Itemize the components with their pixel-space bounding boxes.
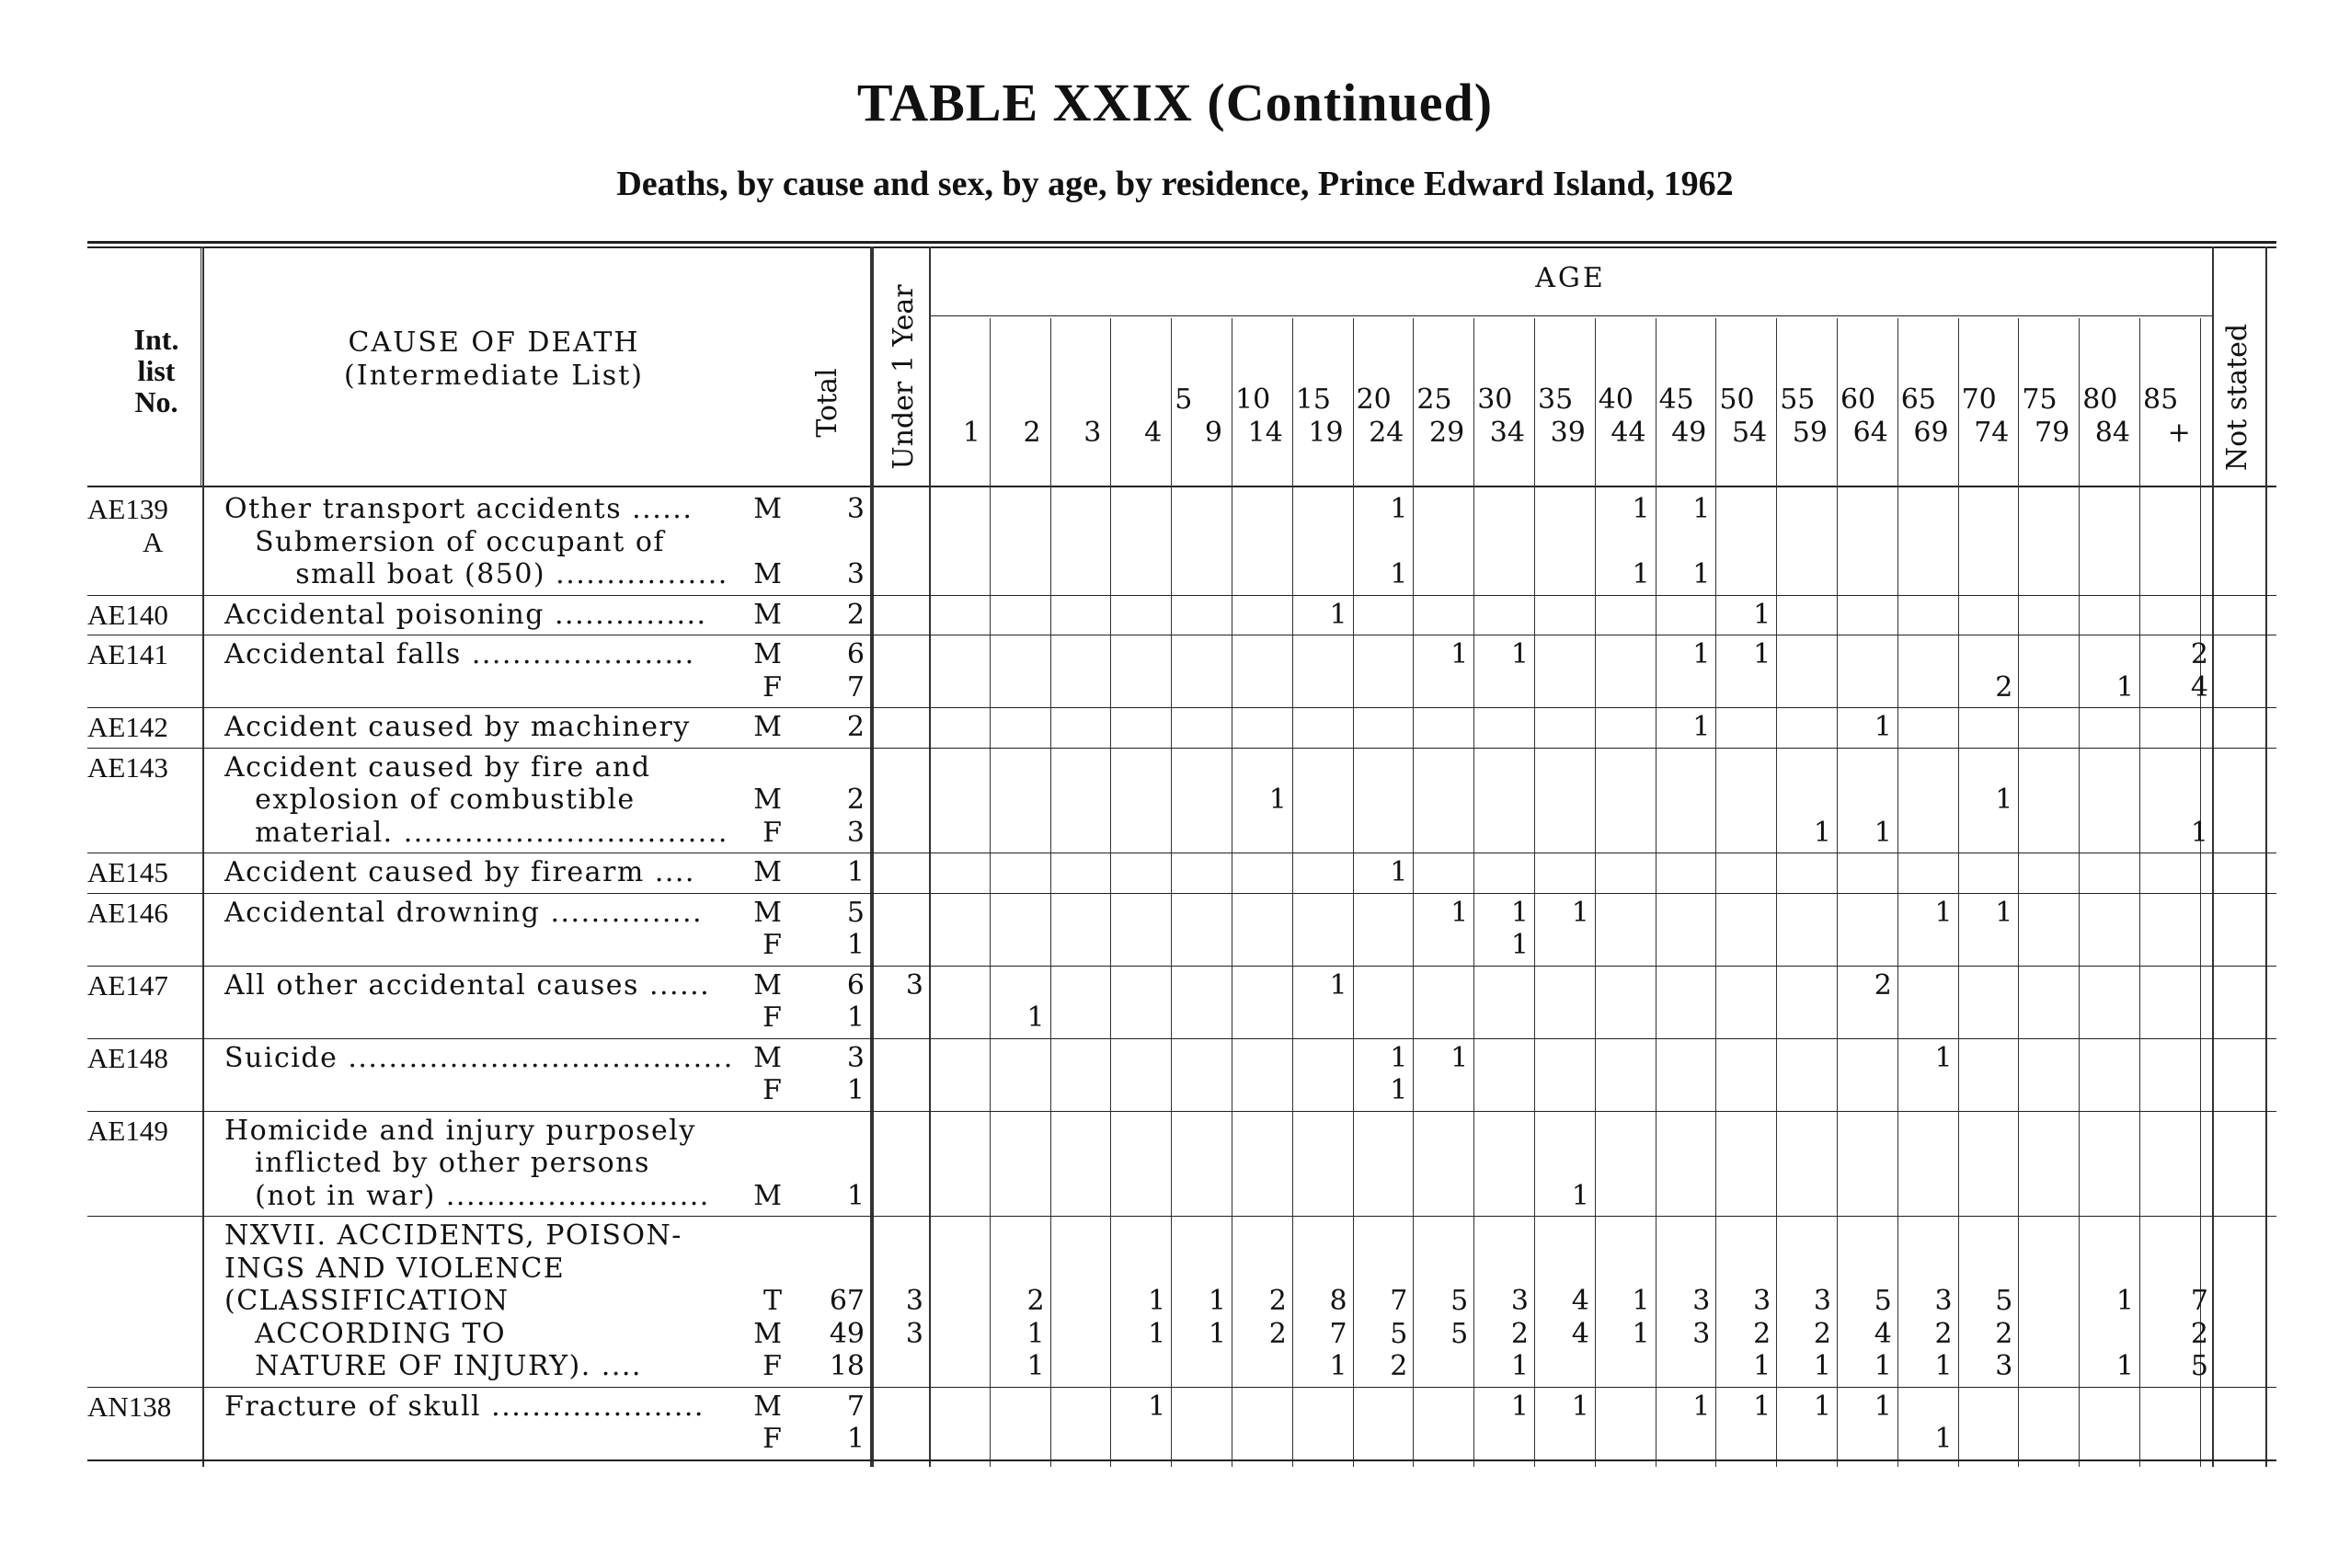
table-cell: 2 (1934, 1317, 1953, 1350)
table-cell: 1 (1753, 638, 1771, 670)
table-cell: 1 (1934, 1041, 1953, 1074)
header-under-1-year: Under 1 Year (888, 284, 920, 470)
age-col-header-to: 44 (1611, 417, 1646, 449)
table-cell: 1 (1510, 929, 1529, 961)
age-col-header-from: 25 (1416, 383, 1452, 416)
row-sex: F (762, 1001, 782, 1034)
table-cell: 1 (2190, 816, 2208, 849)
row-cause: small boat (850) ................. (224, 558, 728, 590)
table-cell: 1 (1510, 1350, 1529, 1382)
table-cell: 3 (1692, 1317, 1711, 1350)
table-cell: 2 (1753, 1317, 1771, 1350)
row-cause: NATURE OF INJURY). .... (224, 1350, 642, 1382)
table-cell: 1 (1632, 493, 1650, 525)
table-cell: 3 (846, 493, 865, 525)
row-code: AE147 (87, 968, 168, 1001)
row-sex: M (753, 638, 782, 670)
row-cause: INGS AND VIOLENCE (224, 1252, 566, 1285)
table-cell: 1 (1026, 1001, 1045, 1034)
table-top-rule-2 (87, 246, 2276, 248)
age-col-header-to: 3 (1083, 417, 1102, 449)
table-cell: 1 (1329, 968, 1347, 1001)
table-cell: 1 (846, 1423, 865, 1455)
table-cell: 1 (1632, 1317, 1650, 1350)
age-col-header-from: 20 (1356, 383, 1392, 416)
age-col-header-from: 75 (2022, 383, 2058, 416)
table-cell: 1 (1390, 1074, 1408, 1106)
row-sex: M (753, 1317, 782, 1350)
row-sex: M (753, 493, 782, 525)
table-cell: 1 (1510, 1390, 1529, 1423)
row-cause: Accident caused by machinery (224, 711, 691, 743)
table-cell: 4 (2190, 670, 2208, 704)
row-cause: ACCORDING TO (224, 1317, 507, 1350)
table-cell: 3 (1753, 1285, 1771, 1317)
table-cell: 18 (829, 1350, 865, 1382)
table-cell: 1 (1450, 1041, 1469, 1074)
row-rule (87, 707, 2276, 708)
row-rule (87, 1387, 2276, 1388)
table-cell: 1 (1450, 896, 1469, 929)
row-sex: M (753, 1041, 782, 1074)
table-cell: 5 (1390, 1317, 1408, 1350)
table-cell: 1 (1571, 896, 1589, 929)
table-cell: 2 (846, 711, 865, 743)
table-cell: 1 (1874, 1350, 1892, 1382)
table-cell: 1 (1692, 558, 1711, 590)
age-col-header-from: 55 (1780, 383, 1816, 416)
age-col-header-to: 54 (1732, 417, 1768, 449)
row-cause: Accidental drowning ............... (224, 896, 704, 929)
row-code: AE148 (87, 1041, 168, 1074)
row-rule (87, 893, 2276, 894)
row-sex: F (762, 1423, 782, 1455)
table-cell: 2 (846, 598, 865, 631)
table-cell: 1 (1692, 638, 1711, 670)
row-cause: Accident caused by firearm .... (224, 856, 695, 888)
row-sex: M (753, 711, 782, 743)
table-cell: 4 (1571, 1285, 1589, 1317)
table-cell: 1 (1874, 1390, 1892, 1423)
row-sex: F (762, 929, 782, 961)
table-cell: 67 (829, 1285, 865, 1317)
table-cell: 1 (1692, 493, 1711, 525)
table-cell: 2 (1026, 1285, 1045, 1317)
table-cell: 1 (1813, 1350, 1831, 1382)
age-col-header-to: 29 (1429, 417, 1465, 449)
table-cell: 8 (1329, 1285, 1347, 1317)
table-cell: 1 (1632, 558, 1650, 590)
row-sex: M (753, 968, 782, 1001)
table-cell: 2 (1268, 1317, 1287, 1350)
row-rule (87, 595, 2276, 596)
table-cell: 1 (1510, 638, 1529, 670)
age-col-header-from: 10 (1235, 383, 1271, 416)
table-cell: 1 (1934, 896, 1953, 929)
table-cell: 3 (846, 558, 865, 590)
age-col-header-to: 34 (1489, 417, 1525, 449)
table-cell: 1 (846, 1074, 865, 1106)
header-total: Total (811, 368, 843, 438)
table-cell: 1 (1813, 1390, 1831, 1423)
row-sex: M (753, 598, 782, 631)
column-rule (202, 246, 204, 1467)
row-sex: F (762, 816, 782, 849)
row-cause: Homicide and injury purposely (224, 1114, 696, 1147)
column-rule (929, 246, 931, 1467)
table-cell: 1 (1995, 784, 2013, 816)
table-cell: 2 (1995, 1317, 2013, 1350)
table-cell: 2 (846, 784, 865, 816)
table-cell: 1 (1208, 1285, 1226, 1317)
table-cell: 2 (1995, 670, 2013, 704)
table-cell: 5 (1450, 1317, 1469, 1350)
row-cause: Submersion of occupant of (224, 525, 665, 558)
table-cell: 1 (1148, 1390, 1166, 1423)
header-int-list: No. (134, 385, 178, 418)
row-cause: Other transport accidents ...... (224, 493, 694, 525)
table-cell: 1 (2115, 1350, 2134, 1382)
row-rule (87, 1459, 2276, 1461)
table-cell: 1 (1934, 1350, 1953, 1382)
age-col-header-to: 84 (2094, 417, 2130, 449)
age-col-header-to: 39 (1550, 417, 1586, 449)
table-cell: 2 (1390, 1350, 1408, 1382)
table-cell: 3 (846, 1041, 865, 1074)
row-sex: M (753, 1179, 782, 1212)
row-code: AE149 (87, 1114, 168, 1147)
table-cell: 1 (846, 929, 865, 961)
table-cell: 7 (1390, 1285, 1408, 1317)
table-cell: 5 (1874, 1285, 1892, 1317)
table-cell: 2 (2190, 1317, 2208, 1350)
table-cell: 1 (1995, 896, 2013, 929)
age-col-header-to: 1 (962, 417, 980, 449)
table-cell: 1 (1632, 1285, 1650, 1317)
table-cell: 1 (2115, 1285, 2134, 1317)
table-top-rule (87, 241, 2276, 244)
age-col-header-from: 35 (1538, 383, 1574, 416)
table-cell: 1 (1571, 1390, 1589, 1423)
row-sex: F (762, 1350, 782, 1382)
page-title: TABLE XXIX (Continued) (856, 73, 1494, 132)
table-cell: 5 (846, 896, 865, 929)
age-col-header-from: 15 (1295, 383, 1331, 416)
table-cell: 1 (1813, 816, 1831, 849)
age-col-header-from: 50 (1719, 383, 1755, 416)
table-cell: 5 (2190, 1350, 2208, 1382)
age-col-header-to: + (2167, 417, 2191, 449)
row-rule (87, 748, 2276, 749)
age-col-header-from: 5 (1175, 383, 1193, 416)
table-cell: 7 (2190, 1285, 2208, 1317)
table-cell: 1 (1148, 1285, 1166, 1317)
age-col-header-from: 80 (2082, 383, 2118, 416)
table-cell: 1 (1571, 1179, 1589, 1212)
row-cause: material. ................................ (224, 816, 728, 849)
age-col-header-to: 64 (1852, 417, 1888, 449)
table-cell: 1 (1753, 598, 1771, 631)
age-col-header-to: 49 (1671, 417, 1707, 449)
table-cell: 7 (1329, 1317, 1347, 1350)
age-col-header-from: 70 (1961, 383, 1997, 416)
table-cell: 2 (1874, 968, 1892, 1001)
age-col-header-from: 65 (1900, 383, 1936, 416)
row-sex: F (762, 670, 782, 704)
table-cell: 7 (846, 670, 865, 704)
table-cell: 1 (1753, 1390, 1771, 1423)
header-cause: (Intermediate List) (344, 360, 644, 392)
row-cause: inflicted by other persons (224, 1147, 650, 1179)
row-code: AE140 (87, 598, 168, 631)
age-col-header-from: 85 (2143, 383, 2179, 416)
column-rule (872, 246, 874, 1467)
table-cell: 1 (1874, 711, 1892, 743)
table-cell: 1 (846, 1179, 865, 1212)
table-cell: 1 (846, 1001, 865, 1034)
table-cell: 1 (1390, 856, 1408, 888)
header-cause: CAUSE OF DEATH (348, 326, 640, 359)
table-cell: 2 (1813, 1317, 1831, 1350)
table-cell: 4 (1874, 1317, 1892, 1350)
age-col-header-to: 19 (1308, 417, 1344, 449)
page-subtitle: Deaths, by cause and sex, by age, by residence, Prince Edward Island, 1962 (616, 165, 1734, 203)
row-sex: M (753, 856, 782, 888)
table-cell: 1 (1390, 493, 1408, 525)
row-code: AE146 (87, 896, 168, 929)
row-cause: Accidental poisoning ............... (224, 598, 707, 631)
table-cell: 1 (1450, 638, 1469, 670)
row-code: AE141 (87, 638, 168, 670)
row-sex: M (753, 1390, 782, 1423)
age-col-header-from: 60 (1840, 383, 1876, 416)
header-int-list: Int. (133, 323, 179, 356)
row-sex: M (753, 784, 782, 816)
table-cell: 1 (1390, 558, 1408, 590)
table-cell: 1 (1026, 1350, 1045, 1382)
row-code: A (143, 525, 164, 558)
table-cell: 1 (1692, 1390, 1711, 1423)
table-cell: 1 (846, 856, 865, 888)
table-cell: 3 (1934, 1285, 1953, 1317)
row-cause: Suicide ...................................... (224, 1041, 734, 1074)
row-sex: M (753, 896, 782, 929)
table-cell: 1 (1934, 1423, 1953, 1455)
table-cell: 2 (2190, 638, 2208, 670)
row-code: AE145 (87, 856, 168, 888)
row-cause: (not in war) .......................... (224, 1179, 710, 1212)
age-col-header-to: 59 (1792, 417, 1828, 449)
age-col-header-to: 14 (1247, 417, 1283, 449)
header-age: AGE (1535, 262, 1606, 294)
table-cell: 5 (1450, 1285, 1469, 1317)
table-cell: 3 (1813, 1285, 1831, 1317)
header-bottom-rule (87, 486, 2276, 487)
table-cell: 1 (1692, 711, 1711, 743)
table-cell: 1 (2115, 670, 2134, 704)
table-cell: 7 (846, 1390, 865, 1423)
table-cell: 3 (1510, 1285, 1529, 1317)
table-cell: 1 (1026, 1317, 1045, 1350)
table-cell: 1 (1208, 1317, 1226, 1350)
table-cell: 6 (846, 638, 865, 670)
row-sex: F (762, 1074, 782, 1106)
row-code: AN138 (87, 1390, 172, 1423)
age-col-header-from: 45 (1658, 383, 1694, 416)
column-rule (2265, 246, 2267, 1467)
table-cell: 3 (846, 816, 865, 849)
age-col-header-to: 69 (1913, 417, 1949, 449)
age-col-header-from: 40 (1598, 383, 1634, 416)
table-cell: 1 (1874, 816, 1892, 849)
table-cell: 3 (1995, 1350, 2013, 1382)
table-cell: 2 (1268, 1285, 1287, 1317)
table-cell: 4 (1571, 1317, 1589, 1350)
row-cause: Accident caused by fire and (224, 750, 651, 784)
row-code: AE143 (87, 750, 168, 784)
row-cause: (CLASSIFICATION (224, 1285, 510, 1317)
table-cell: 1 (1510, 896, 1529, 929)
header-not-stated: Not stated (2221, 323, 2253, 472)
table-cell: 3 (905, 1317, 923, 1350)
age-col-header-to: 74 (1974, 417, 2010, 449)
column-rule (2212, 246, 2214, 1467)
row-code: AE142 (87, 711, 168, 743)
header-int-list: list (137, 354, 176, 387)
table-cell: 3 (1692, 1285, 1711, 1317)
row-cause: Accidental falls ...................... (224, 638, 695, 670)
row-cause: Fracture of skull ..................... (224, 1390, 705, 1423)
row-cause: NXVII. ACCIDENTS, POISON- (224, 1219, 682, 1252)
table-cell: 1 (1268, 784, 1287, 816)
age-col-header-to: 2 (1023, 417, 1041, 449)
age-col-header-to: 9 (1204, 417, 1222, 449)
table-cell: 2 (1510, 1317, 1529, 1350)
table-cell: 1 (1753, 1350, 1771, 1382)
table-cell: 49 (829, 1317, 865, 1350)
row-rule (87, 966, 2276, 967)
age-col-header-to: 24 (1369, 417, 1404, 449)
row-rule (87, 1038, 2276, 1039)
table-cell: 3 (905, 1285, 923, 1317)
row-cause: All other accidental causes ...... (224, 968, 711, 1001)
table-cell: 1 (1148, 1317, 1166, 1350)
table-cell: 6 (846, 968, 865, 1001)
table-cell: 3 (905, 968, 923, 1001)
table-cell: 1 (1390, 1041, 1408, 1074)
row-sex: M (753, 558, 782, 590)
table-cell: 5 (1995, 1285, 2013, 1317)
age-rule (929, 315, 2212, 316)
age-col-header-from: 30 (1477, 383, 1513, 416)
row-sex: T (762, 1285, 782, 1317)
age-col-header-to: 4 (1144, 417, 1163, 449)
age-col-header-to: 79 (2035, 417, 2070, 449)
row-cause: explosion of combustible (224, 784, 636, 816)
row-code: AE139 (87, 493, 168, 525)
table-cell: 1 (1329, 1350, 1347, 1382)
table-cell: 1 (1329, 598, 1347, 631)
row-rule (87, 1111, 2276, 1112)
row-rule (87, 1216, 2276, 1217)
